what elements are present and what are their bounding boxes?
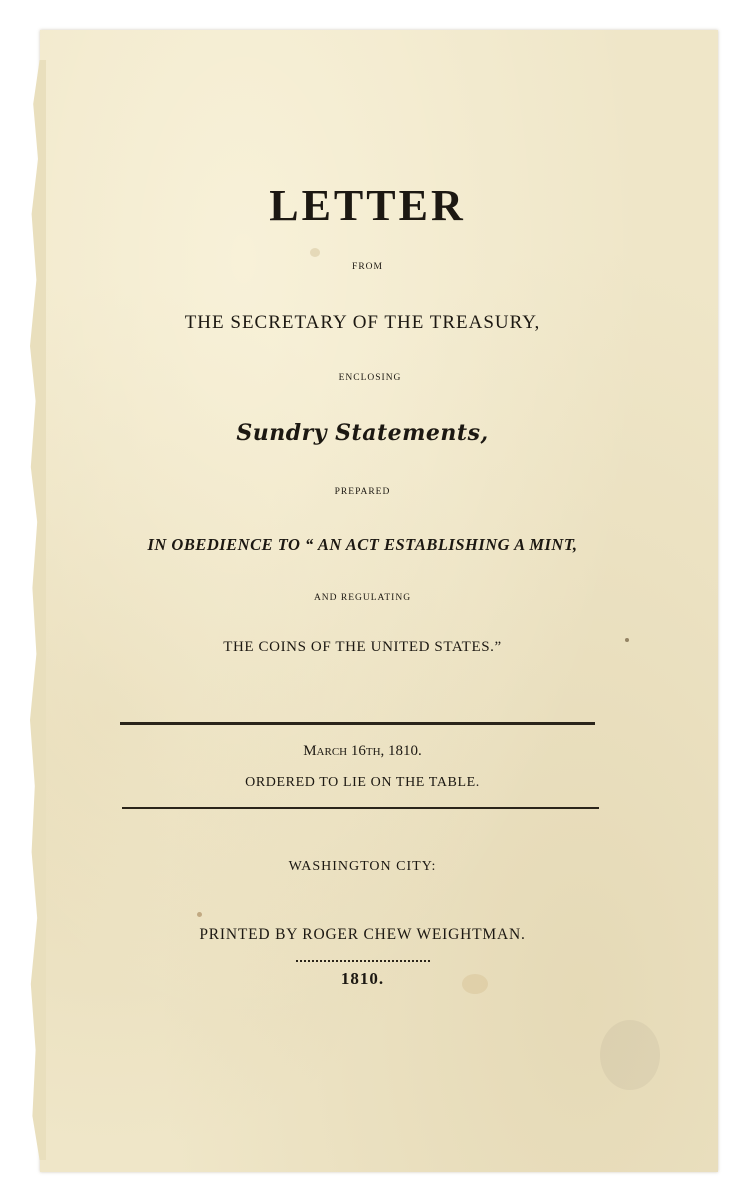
coins-line: THE COINS OF THE UNITED STATES.” (223, 639, 502, 655)
dotted-divider (296, 960, 430, 962)
secretary-line: THE SECRETARY OF THE TREASURY, (184, 312, 541, 333)
obedience-line: IN OBEDIENCE TO “ AN ACT ESTABLISHING A MINT, (147, 535, 578, 554)
imprint-place: WASHINGTON CITY: (288, 859, 437, 874)
imprint-year: 1810. (340, 969, 385, 988)
ordered-line: ORDERED TO LIE ON THE TABLE. (245, 775, 480, 790)
document-title: LETTER (269, 181, 466, 230)
sundry-statements-line: Sundry Statements, (236, 420, 489, 446)
top-divider-rule (120, 722, 595, 725)
foxing-spot (600, 1020, 660, 1090)
date-line: March 16th, 1810. (303, 743, 422, 759)
bottom-divider-rule (122, 807, 599, 809)
imprint-printer: PRINTED BY ROGER CHEW WEIGHTMAN. (199, 926, 526, 943)
from-line: FROM (352, 262, 383, 272)
prepared-line: PREPARED (334, 487, 391, 497)
foxing-spot (197, 912, 202, 917)
foxing-spot (310, 248, 320, 257)
enclosing-line: ENCLOSING (338, 373, 402, 383)
regulating-line: AND REGULATING (313, 593, 412, 603)
